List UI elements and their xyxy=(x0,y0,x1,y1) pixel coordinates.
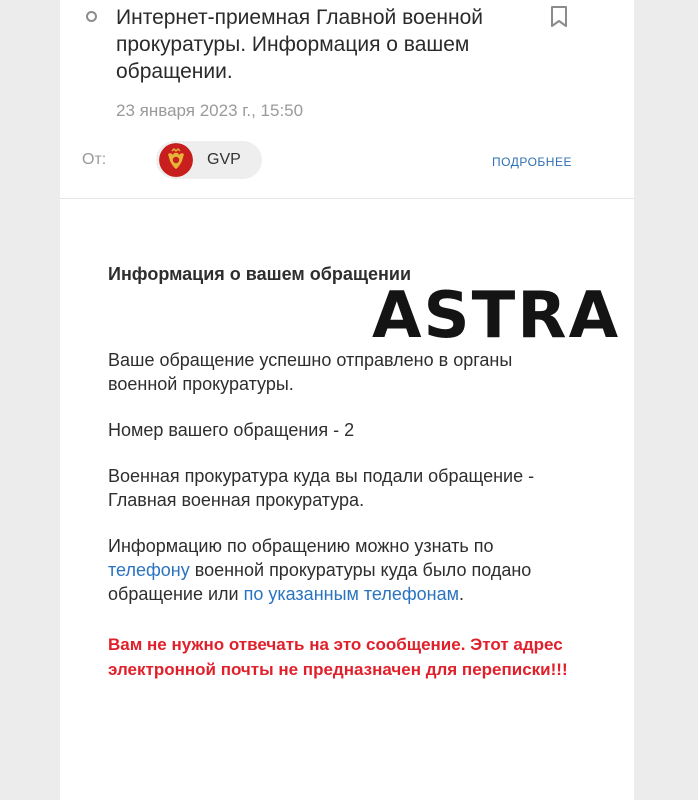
message-paragraph: Ваше обращение успешно отправлено в органы военной прокуратуры. xyxy=(108,350,513,394)
email-header xyxy=(60,0,634,199)
request-number-label: Номер вашего обращения - xyxy=(108,420,345,440)
from-label: От: xyxy=(82,151,107,168)
message-paragraph-contacts xyxy=(108,534,568,606)
emblem-avatar-icon xyxy=(159,143,193,177)
request-number-visible: 2 xyxy=(344,420,355,440)
bookmark-icon[interactable] xyxy=(550,6,568,33)
sender-name: GVP xyxy=(207,151,241,168)
astra-watermark: ASTRA xyxy=(372,279,621,353)
message-paragraph-number xyxy=(108,418,568,442)
contacts-text: Информацию по обращению можно узнать по xyxy=(108,536,494,556)
details-link[interactable]: ПОДРОБНЕЕ xyxy=(492,155,572,169)
no-reply-warning: Вам не нужно отвечать на это сообщение. Этот адрес электронной почты не предназначен для переписки!!! xyxy=(108,635,568,679)
email-date: 23 января 2023 г., 15:50 xyxy=(116,101,304,120)
phone-link[interactable]: телефону xyxy=(108,560,190,580)
redaction-mask xyxy=(354,419,438,439)
unread-dot-icon[interactable] xyxy=(86,11,97,22)
email-subject: Интернет-приемная Главной военной прокуратуры. Информация о вашем обращении. xyxy=(116,6,484,83)
contacts-text: . xyxy=(459,584,465,604)
sender-chip[interactable] xyxy=(156,141,262,179)
phones-link[interactable]: по указанным телефонам xyxy=(243,584,460,604)
message-title: Информация о вашем обращении xyxy=(108,264,412,284)
email-view xyxy=(60,0,634,800)
message-paragraph: Военная прокуратура куда вы подали обращение - Главная военная прокуратура. xyxy=(108,466,535,510)
contacts-text: военной прокуратуры куда было подано обращение или xyxy=(108,560,532,604)
